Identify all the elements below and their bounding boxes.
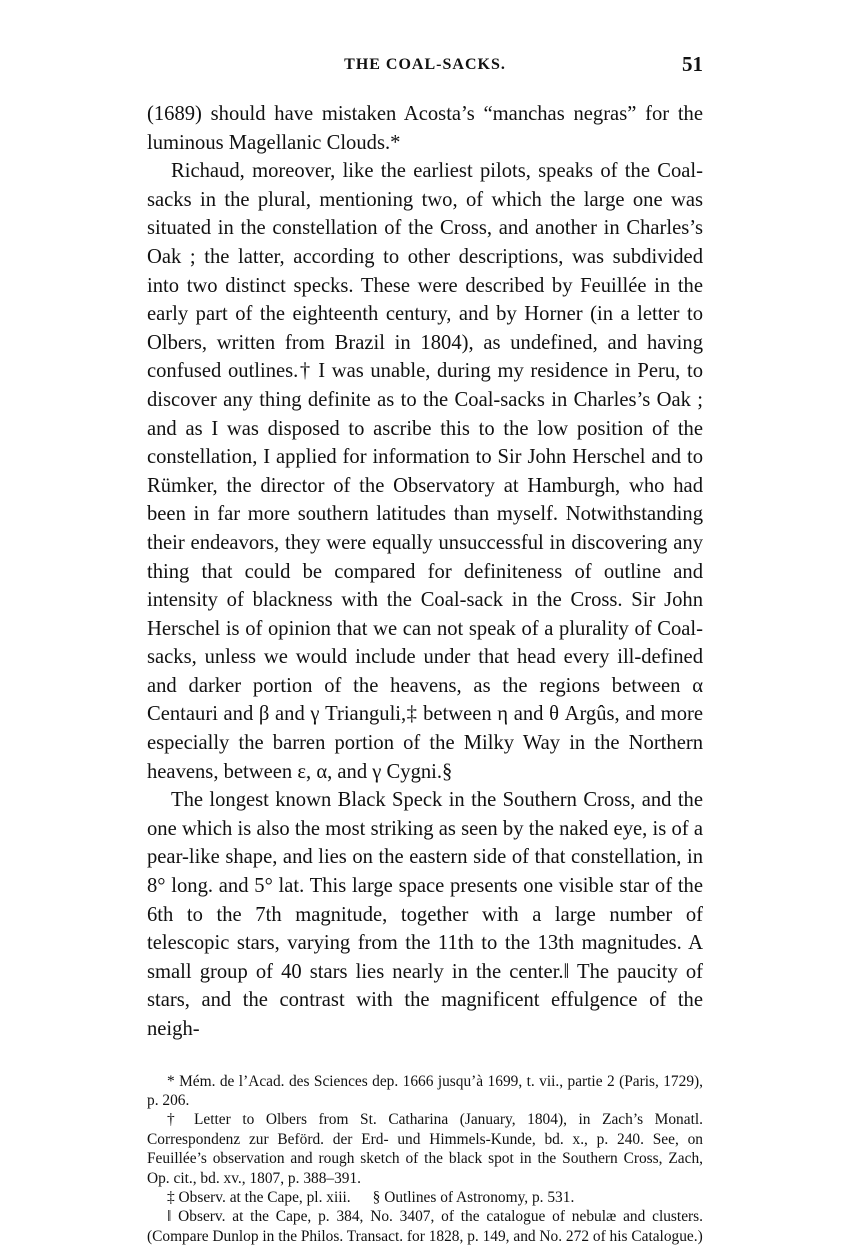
- footnote-4: ‖ Observ. at the Cape, p. 384, No. 3407, of the catalogue of nebulæ and clusters. (Compare Dunlop in the Philos. Transact. for 1828, p. 149, and No. 272 of his Catalogue.): [147, 1208, 703, 1245]
- paragraph-1: (1689) should have mistaken Acosta’s “manchas negras” for the luminous Magellanic Clouds.*: [147, 103, 703, 154]
- book-page: [147, 52, 703, 1246]
- footnote-3b: § Outlines of Astronomy, p. 531.: [372, 1189, 575, 1207]
- footnote-3a: ‡ Observ. at the Cape, pl. xiii.: [167, 1189, 351, 1207]
- running-header: [147, 52, 703, 82]
- running-title: THE COAL-SACKS.: [344, 56, 506, 73]
- footnote-1: * Mém. de l’Acad. des Sciences dep. 1666 jusqu’à 1699, t. vii., partie 2 (Paris, 1729), p. 206.: [147, 1072, 703, 1109]
- footnote-2: † Letter to Olbers from St. Catharina (January, 1804), in Zach’s Monatl. Correspondenz zur Beförd. der Erd- und Himmels-Kunde, bd. x., p. 240. See, on Feuillée’s observation and rough sketch of the black spot in the Southern Cross, Zach, Op. cit., bd. xv., 1807, p. 388–391.: [147, 1111, 703, 1187]
- body-text: [147, 100, 703, 1044]
- page-number: 51: [682, 52, 703, 76]
- paragraph-3: The longest known Black Speck in the Southern Cross, and the one which is also the most striking as seen by the naked eye, is of a pear-like shape, and lies on the eastern side of that constellation, in 8° long. and 5° lat. This large space presents one visible star of the 6th to the 7th magnitude, together with a large number of telescopic stars, varying from the 11th to the 13th magnitudes. A small group of 40 stars lies nearly in the center.‖ The paucity of stars, and the contrast with the magnificent effulgence of the neigh-: [147, 789, 703, 1040]
- footnote-3: [147, 1188, 703, 1207]
- paragraph-2: Richaud, moreover, like the earliest pilots, speaks of the Coal-sacks in the plural, mentioning two, of which the large one was situated in the constellation of the Cross, and another in Charles’s Oak ; the latter, according to other descriptions, was subdivided into two distinct specks. These were described by Feuillée in the early part of the eighteenth century, and by Horner (in a letter to Olbers, written from Brazil in 1804), as undefined, and having confused outlines.† I was unable, during my residence in Peru, to discover any thing definite as to the Coal-sacks in Charles’s Oak ; and as I was disposed to ascribe this to the low position of the constellation, I applied for information to Sir John Herschel and to Rümker, the director of the Observatory at Hamburgh, who had been in far more southern latitudes than myself. Notwithstanding their endeavors, they were equally unsuccessful in discovering any thing that could be compared for definiteness of outline and intensity of blackness with the Coal-sack in the Cross. Sir John Herschel is of opinion that we can not speak of a plurality of Coal-sacks, unless we would include under that head every ill-defined and darker portion of the heavens, as the regions between α Centauri and β and γ Trianguli,‡ between η and θ Argûs, and more especially the barren portion of the Milky Way in the Northern heavens, between ε, α, and γ Cygni.§: [147, 160, 703, 783]
- footnotes: [147, 1072, 703, 1246]
